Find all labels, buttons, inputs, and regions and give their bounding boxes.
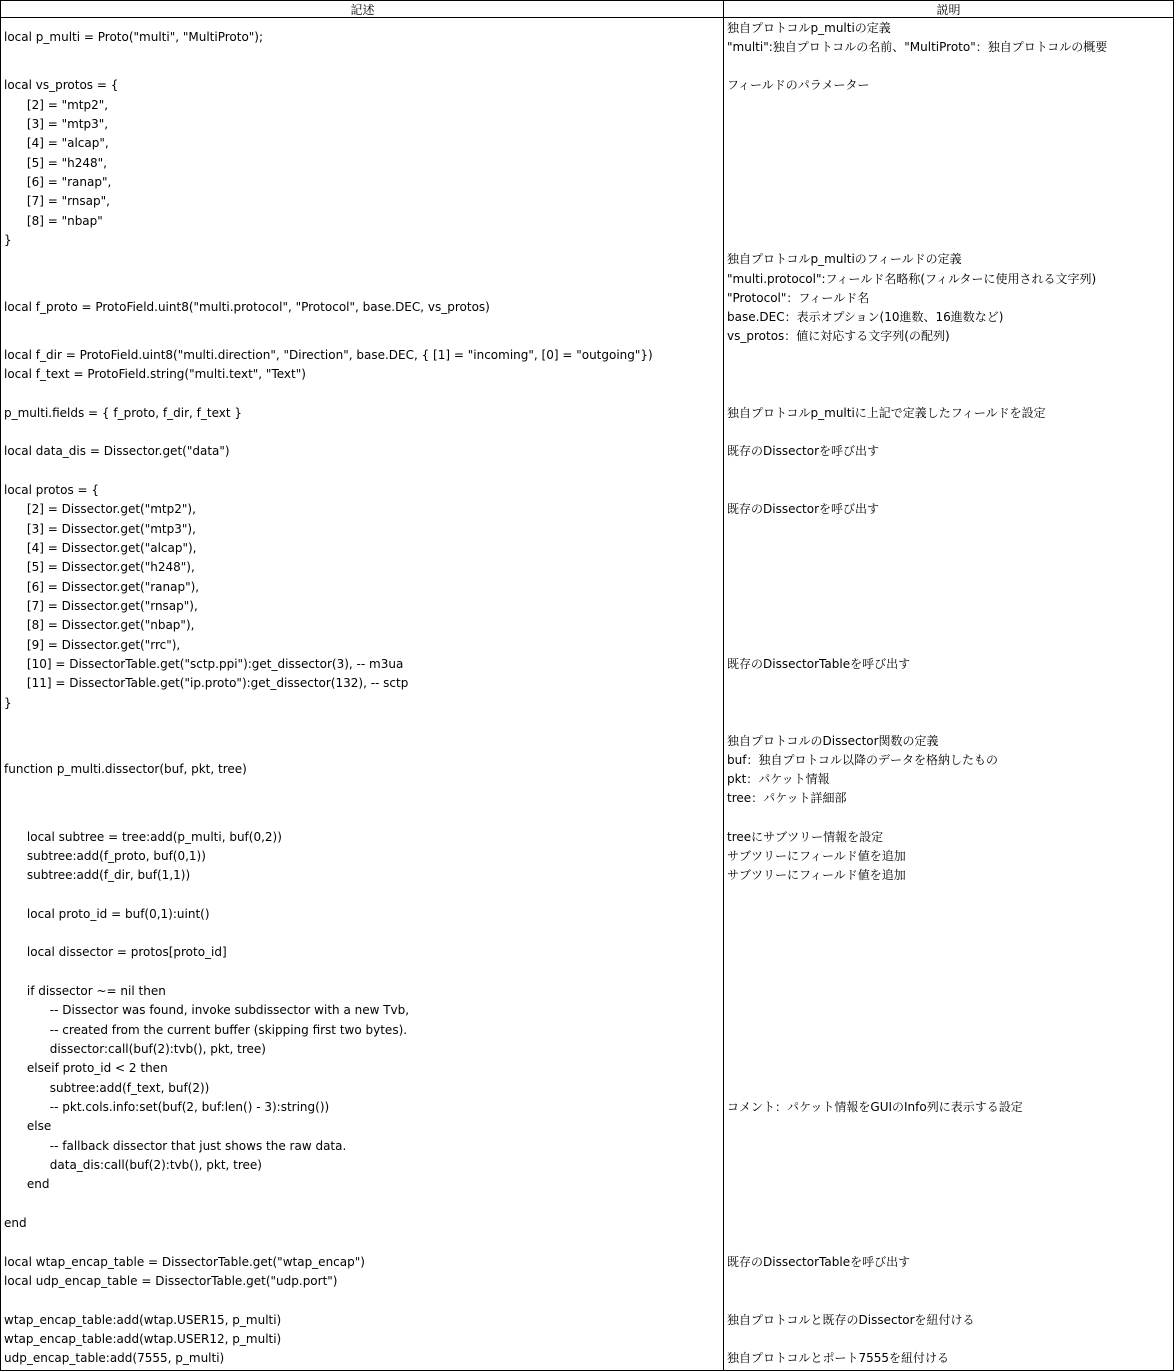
code-line[interactable]: -- fallback dissector that just shows the raw data. xyxy=(4,1139,347,1153)
left-border xyxy=(0,0,1,1370)
code-line[interactable]: [7] = Dissector.get("rnsap"), xyxy=(4,599,198,613)
description-line[interactable]: 独自プロトコルとポート7555を紐付ける xyxy=(727,1351,950,1365)
code-line[interactable]: [7] = "rnsap", xyxy=(4,194,110,208)
description-line[interactable]: 既存のDissectorTableを呼び出す xyxy=(727,657,911,671)
description-line[interactable]: フィールドのパラメーター xyxy=(727,78,870,92)
code-line[interactable]: [2] = "mtp2", xyxy=(4,98,109,112)
description-line[interactable]: tree：パケット詳細部 xyxy=(727,791,847,805)
code-line[interactable]: [10] = DissectorTable.get("sctp.ppi"):get_dissector(3), -- m3ua xyxy=(4,657,404,671)
code-line[interactable]: else xyxy=(4,1119,52,1133)
code-line[interactable]: local protos = { xyxy=(4,483,100,497)
code-line[interactable]: -- pkt.cols.info:set(buf(2, buf:len() - 3):string()) xyxy=(4,1100,330,1114)
description-line[interactable]: 独自プロトコルp_multiに上記で定義したフィールドを設定 xyxy=(727,406,1046,420)
code-line[interactable]: local data_dis = Dissector.get("data") xyxy=(4,444,230,458)
code-line[interactable]: [2] = Dissector.get("mtp2"), xyxy=(4,502,196,516)
code-line[interactable]: [6] = "ranap", xyxy=(4,175,112,189)
description-line[interactable]: 独自プロトコルと既存のDissectorを紐付ける xyxy=(727,1313,975,1327)
description-line[interactable]: pkt：パケット情報 xyxy=(727,772,830,786)
code-line[interactable]: end xyxy=(4,1177,50,1191)
description-line[interactable]: 独自プロトコルp_multiの定義 xyxy=(727,21,891,35)
code-line[interactable]: local f_proto = ProtoField.uint8("multi.protocol", "Protocol", base.DEC, vs_protos) xyxy=(4,300,490,314)
code-line[interactable]: subtree:add(f_dir, buf(1,1)) xyxy=(4,868,191,882)
code-line[interactable]: end xyxy=(4,1216,27,1230)
code-line[interactable]: local subtree = tree:add(p_multi, buf(0,2)) xyxy=(4,830,282,844)
description-line[interactable]: treeにサブツリー情報を設定 xyxy=(727,830,884,844)
description-line[interactable]: "multi.protocol":フィールド名略称(フィルターに使用される文字列) xyxy=(727,272,1097,286)
code-line[interactable]: if dissector ~= nil then xyxy=(4,984,166,998)
code-line[interactable]: elseif proto_id < 2 then xyxy=(4,1061,168,1075)
description-line[interactable]: 既存のDissectorを呼び出す xyxy=(727,444,880,458)
column-divider xyxy=(723,18,724,1370)
code-line[interactable]: [3] = "mtp3", xyxy=(4,117,109,131)
column-header-description[interactable]: 記述 xyxy=(0,0,724,18)
description-line[interactable]: 独自プロトコルp_multiのフィールドの定義 xyxy=(727,252,962,266)
code-line[interactable]: local vs_protos = { xyxy=(4,78,119,92)
code-line[interactable]: p_multi.fields = { f_proto, f_dir, f_text } xyxy=(4,406,243,420)
description-line[interactable]: base.DEC：表示オプション(10進数、16進数など) xyxy=(727,310,1004,324)
description-line[interactable]: "Protocol"：フィールド名 xyxy=(727,291,870,305)
description-line[interactable]: 既存のDissectorTableを呼び出す xyxy=(727,1255,911,1269)
code-line[interactable]: local p_multi = Proto("multi", "MultiProto"); xyxy=(4,30,264,44)
code-line[interactable]: } xyxy=(4,233,12,247)
code-line[interactable]: local f_dir = ProtoField.uint8("multi.direction", "Direction", base.DEC, { [1] = "incoming", [0] = "outgoing"}) xyxy=(4,348,653,362)
code-line[interactable]: function p_multi.dissector(buf, pkt, tree) xyxy=(4,762,247,776)
code-line[interactable]: wtap_encap_table:add(wtap.USER15, p_multi) xyxy=(4,1313,282,1327)
code-line[interactable]: local dissector = protos[proto_id] xyxy=(4,945,227,959)
code-line[interactable]: [5] = Dissector.get("h248"), xyxy=(4,560,195,574)
code-line[interactable]: [11] = DissectorTable.get("ip.proto"):get_dissector(132), -- sctp xyxy=(4,676,409,690)
code-line[interactable]: data_dis:call(buf(2):tvb(), pkt, tree) xyxy=(4,1158,262,1172)
code-line[interactable]: } xyxy=(4,696,12,710)
description-line[interactable]: サブツリーにフィールド値を追加 xyxy=(727,868,906,882)
code-line[interactable]: [8] = "nbap" xyxy=(4,214,103,228)
description-line[interactable]: コメント：パケット情報をGUIのInfo列に表示する設定 xyxy=(727,1100,1023,1114)
code-line[interactable]: [4] = "alcap", xyxy=(4,136,109,150)
code-line[interactable]: udp_encap_table:add(7555, p_multi) xyxy=(4,1351,225,1365)
description-line[interactable]: "multi":独自プロトコルの名前、"MultiProto"：独自プロトコルの概要 xyxy=(727,40,1108,54)
code-line[interactable]: [4] = Dissector.get("alcap"), xyxy=(4,541,197,555)
description-line[interactable]: 既存のDissectorを呼び出す xyxy=(727,502,880,516)
code-line[interactable]: local wtap_encap_table = DissectorTable.get("wtap_encap") xyxy=(4,1255,365,1269)
code-line[interactable]: local f_text = ProtoField.string("multi.text", "Text") xyxy=(4,367,306,381)
code-line[interactable]: subtree:add(f_text, buf(2)) xyxy=(4,1081,210,1095)
code-line[interactable]: local udp_encap_table = DissectorTable.get("udp.port") xyxy=(4,1274,338,1288)
code-line[interactable]: -- Dissector was found, invoke subdissector with a new Tvb, xyxy=(4,1003,410,1017)
code-line[interactable]: [8] = Dissector.get("nbap"), xyxy=(4,618,195,632)
column-header-explanation[interactable]: 説明 xyxy=(723,0,1174,18)
code-line[interactable]: -- created from the current buffer (skipping first two bytes). xyxy=(4,1023,408,1037)
code-line[interactable]: wtap_encap_table:add(wtap.USER12, p_multi) xyxy=(4,1332,282,1346)
code-line[interactable]: [3] = Dissector.get("mtp3"), xyxy=(4,522,196,536)
description-line[interactable]: サブツリーにフィールド値を追加 xyxy=(727,849,906,863)
code-line[interactable]: local proto_id = buf(0,1):uint() xyxy=(4,907,210,921)
description-line[interactable]: buf：独自プロトコル以降のデータを格納したもの xyxy=(727,753,998,767)
code-line[interactable]: dissector:call(buf(2):tvb(), pkt, tree) xyxy=(4,1042,266,1056)
code-line[interactable]: [6] = Dissector.get("ranap"), xyxy=(4,580,200,594)
code-line[interactable]: [5] = "h248", xyxy=(4,156,107,170)
description-line[interactable]: 独自プロトコルのDissector関数の定義 xyxy=(727,734,939,748)
code-line[interactable]: [9] = Dissector.get("rrc"), xyxy=(4,638,181,652)
code-line[interactable]: subtree:add(f_proto, buf(0,1)) xyxy=(4,849,206,863)
description-line[interactable]: vs_protos：値に対応する文字列(の配列) xyxy=(727,329,950,343)
